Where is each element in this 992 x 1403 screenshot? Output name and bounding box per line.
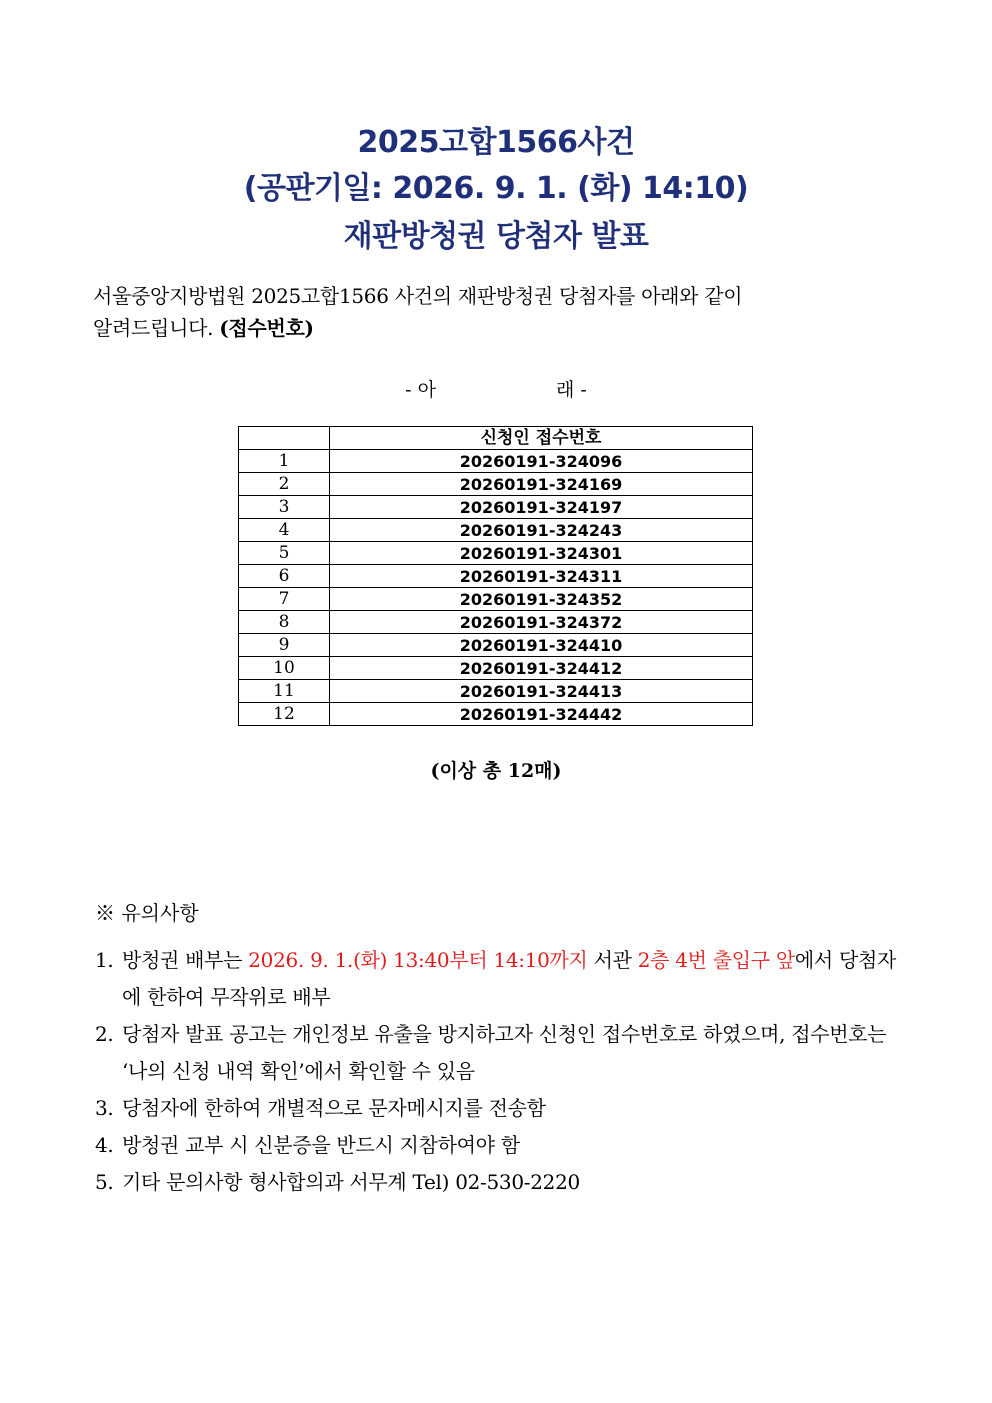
receipt-number: 20260191-324311	[330, 565, 753, 588]
intro-line-2-bold: (접수번호)	[219, 316, 314, 340]
receipt-number: 20260191-324413	[330, 680, 753, 703]
notice-item	[95, 1127, 905, 1164]
receipt-number: 20260191-324372	[330, 611, 753, 634]
notice-item	[95, 1016, 905, 1090]
table-row	[239, 703, 753, 726]
receipt-number: 20260191-324412	[330, 657, 753, 680]
row-number: 10	[239, 657, 330, 680]
row-number: 12	[239, 703, 330, 726]
title-case-number: 2025고합1566사건	[357, 125, 635, 160]
row-number: 4	[239, 519, 330, 542]
intro-line-2	[93, 312, 893, 344]
notice-item-text: 방청권 교부 시 신분증을 반드시 지참하여야 함	[122, 1133, 520, 1157]
header-receipt-number: 신청인 접수번호	[330, 427, 753, 450]
notice-item	[95, 942, 905, 1016]
notice-item	[95, 1164, 905, 1201]
notice-item-number: 5.	[95, 1170, 114, 1194]
notice-item	[95, 1090, 905, 1127]
divider-left: - 아	[405, 379, 436, 401]
receipt-number: 20260191-324243	[330, 519, 753, 542]
intro-line-2-text: 알려드립니다.	[93, 316, 214, 340]
table-row	[239, 473, 753, 496]
table-row	[239, 680, 753, 703]
receipt-number: 20260191-324096	[330, 450, 753, 473]
table-row	[239, 542, 753, 565]
table-row	[239, 588, 753, 611]
row-number: 6	[239, 565, 330, 588]
table-row	[239, 565, 753, 588]
intro-line-1: 서울중앙지방법원 2025고합1566 사건의 재판방청권 당첨자를 아래와 같이	[93, 284, 743, 308]
notice-item-text: 당첨자에 한하여 개별적으로 문자메시지를 전송함	[122, 1096, 546, 1120]
title-announcement: 재판방청권 당첨자 발표	[343, 219, 649, 254]
receipt-number: 20260191-324410	[330, 634, 753, 657]
distribution-time: 2026. 9. 1.(화) 13:40부터 14:10까지	[248, 948, 588, 972]
row-number: 2	[239, 473, 330, 496]
receipt-number: 20260191-324301	[330, 542, 753, 565]
table-row	[239, 496, 753, 519]
notice-item-number: 4.	[95, 1133, 114, 1157]
notice-item-text: 당첨자 발표 공고는 개인정보 유출을 방지하고자 신청인 접수번호로 하였으며, 접수번호는 ‘나의 신청 내역 확인’에서 확인할 수 있음	[122, 1022, 887, 1083]
row-number: 8	[239, 611, 330, 634]
row-number: 3	[239, 496, 330, 519]
notice-item-number: 3.	[95, 1096, 114, 1120]
notice-text-part: 서관	[587, 948, 638, 972]
total-count: (이상 총 12매)	[430, 760, 562, 782]
notice-list	[95, 942, 905, 1201]
intro-paragraph	[93, 280, 893, 344]
row-number: 1	[239, 450, 330, 473]
table-row	[239, 519, 753, 542]
row-number: 11	[239, 680, 330, 703]
section-divider	[0, 375, 992, 405]
winner-table	[238, 426, 753, 726]
notice-text-part: 방청권 배부는	[122, 948, 249, 972]
row-number: 9	[239, 634, 330, 657]
receipt-number: 20260191-324442	[330, 703, 753, 726]
header-number	[239, 427, 330, 450]
receipt-number: 20260191-324197	[330, 496, 753, 519]
notice-item-text	[122, 942, 905, 1016]
table-row	[239, 611, 753, 634]
row-number: 5	[239, 542, 330, 565]
distribution-location: 2층 4번 출입구 앞	[637, 948, 795, 972]
notice-text-part: 에서 당첨자에 한하여 무작위로 배부	[122, 948, 897, 1009]
row-number: 7	[239, 588, 330, 611]
notice-heading: ※ 유의사항	[95, 901, 199, 925]
receipt-number: 20260191-324352	[330, 588, 753, 611]
table-row	[239, 450, 753, 473]
receipt-number: 20260191-324169	[330, 473, 753, 496]
title-trial-date: (공판기일: 2026. 9. 1. (화) 14:10)	[243, 171, 749, 206]
table-header-row	[239, 427, 753, 450]
table-row	[239, 657, 753, 680]
table-row	[239, 634, 753, 657]
notice-item-text: 기타 문의사항 형사합의과 서무계 Tel) 02-530-2220	[122, 1170, 580, 1194]
divider-right: 래 -	[556, 379, 587, 401]
notice-item-number: 1.	[95, 948, 114, 972]
notice-item-number: 2.	[95, 1022, 114, 1046]
